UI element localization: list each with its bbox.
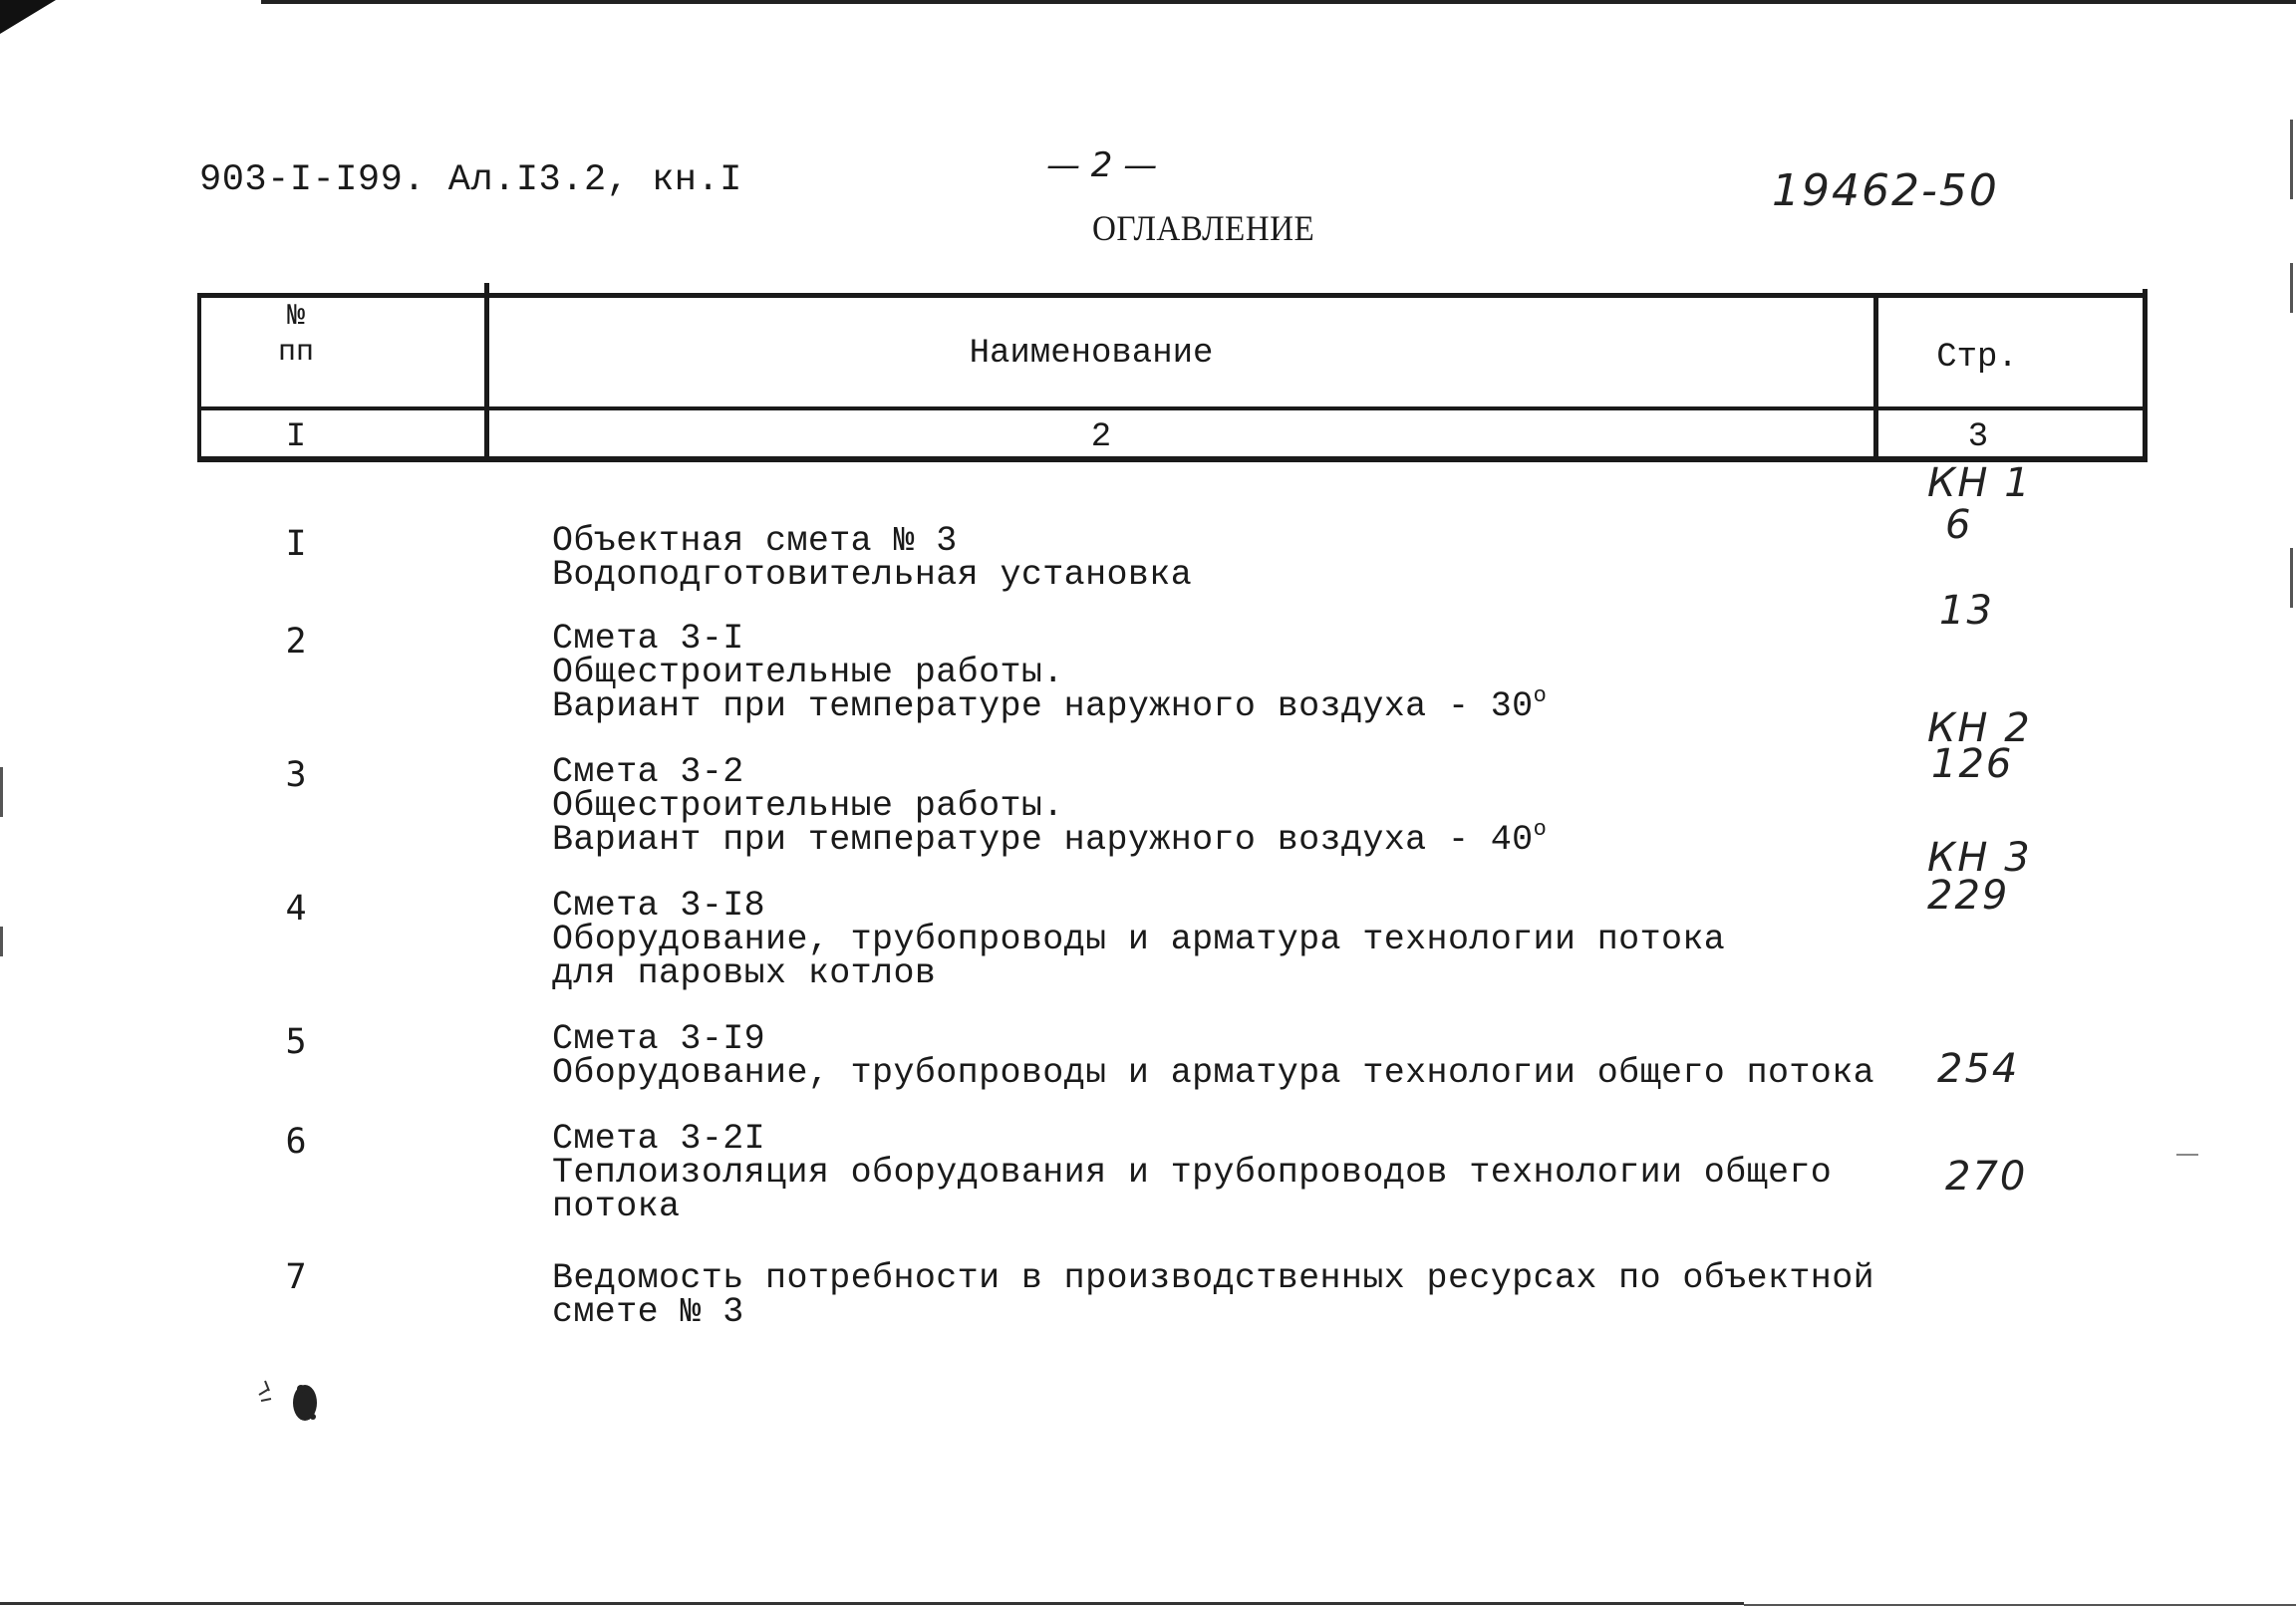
page-number: — 2 — xyxy=(1046,145,1158,185)
row-description xyxy=(552,619,1848,726)
handwritten-page-ref: 254 xyxy=(1937,1046,2020,1092)
row-number: 4 xyxy=(285,889,307,929)
row-number: 6 xyxy=(285,1122,307,1162)
row-line: Общестроительные работы. xyxy=(552,786,1064,826)
row-line: Водоподготовительная установка xyxy=(552,555,1193,595)
row-number: 5 xyxy=(285,1022,307,1062)
row-line: Общестроительные работы. xyxy=(552,653,1064,692)
row-title: Смета 3-2 xyxy=(552,752,744,792)
scan-bottom-edge-faint xyxy=(1744,1604,2296,1606)
row-title: Смета 3-I xyxy=(552,619,744,659)
scan-edge-tick xyxy=(2290,120,2293,199)
row-title: Ведомость потребности в производственных ресурсах по объектной xyxy=(552,1258,1875,1298)
row-description xyxy=(552,886,1848,993)
row-line: для паровых котлов xyxy=(552,953,937,993)
degree-sign: о xyxy=(1533,683,1548,708)
row-line: Оборудование, трубопроводы и арматура технологии потока xyxy=(552,920,1726,959)
handwritten-page-ref: 126 xyxy=(1931,741,2014,787)
row-number: 2 xyxy=(285,622,307,662)
archive-number: 19462-50 xyxy=(1772,165,1999,216)
handwritten-volume-mark: КН 2 xyxy=(1927,705,2032,751)
scan-corner-mark xyxy=(0,0,56,34)
table-column-divider xyxy=(1873,293,1878,462)
handwritten-page-ref: 6 xyxy=(1945,502,1973,548)
table-header-bottom-rule xyxy=(197,456,2147,462)
scan-edge-tick xyxy=(0,767,3,817)
scan-edge-tick xyxy=(0,927,3,956)
row-line: Теплоизоляция оборудования и трубопроводов технологии общего xyxy=(552,1153,1833,1193)
table-header-divider xyxy=(197,406,2147,410)
handwritten-page-ref: 13 xyxy=(1939,588,1994,634)
row-title: Смета 3-2I xyxy=(552,1119,766,1159)
temperature-text: Вариант при температуре наружного воздуха - 40 xyxy=(552,820,1534,860)
document-code: 903-I-I99. Ал.I3.2, кн.I xyxy=(199,159,742,201)
table-right-border xyxy=(2143,289,2148,462)
handwritten-page-ref: 270 xyxy=(1945,1154,2028,1200)
ink-smudge xyxy=(255,1373,335,1433)
table-left-border xyxy=(197,293,201,462)
row-description xyxy=(552,1258,1875,1332)
column-index-3: 3 xyxy=(1967,418,1989,456)
page-title: ОГЛАВЛЕНИЕ xyxy=(1092,208,1315,248)
row-line: потока xyxy=(552,1187,681,1226)
temperature-text: Вариант при температуре наружного воздуха - 30 xyxy=(552,686,1534,726)
row-description xyxy=(552,521,1848,595)
row-description xyxy=(552,752,1848,860)
handwritten-volume-mark: КН 1 xyxy=(1927,460,2032,506)
handwritten-page-ref: 229 xyxy=(1927,873,2010,919)
column-index-2: 2 xyxy=(1090,418,1112,456)
row-number: 3 xyxy=(285,755,307,795)
column-header-number-sign: № xyxy=(286,300,305,334)
row-line-with-temperature xyxy=(552,817,1848,860)
row-description xyxy=(552,1119,1848,1226)
column-header-page: Стр. xyxy=(1936,339,2018,377)
row-title: Смета 3-I9 xyxy=(552,1019,766,1059)
handwritten-volume-mark: КН 3 xyxy=(1927,835,2032,881)
scan-top-edge xyxy=(261,0,2296,4)
column-header-number xyxy=(261,299,331,371)
table-top-rule xyxy=(197,293,2147,298)
row-title: Объектная смета № 3 xyxy=(552,521,958,561)
row-line-with-temperature xyxy=(552,683,1848,726)
column-header-number-abbr: пп xyxy=(277,336,314,370)
scan-bottom-edge xyxy=(0,1602,1744,1605)
table-column-divider xyxy=(484,283,489,462)
row-line: Оборудование, трубопроводы и арматура технологии общего потока xyxy=(552,1053,1875,1093)
row-number: I xyxy=(285,524,307,564)
scan-edge-tick xyxy=(2290,263,2293,313)
row-description xyxy=(552,1019,1875,1093)
row-title: Смета 3-I8 xyxy=(552,886,766,926)
scan-edge-tick xyxy=(2290,548,2293,608)
column-header-name: Наименование xyxy=(969,335,1214,373)
row-line: смете № 3 xyxy=(552,1292,744,1332)
column-index-1: I xyxy=(285,418,307,456)
scan-speck xyxy=(2176,1154,2198,1156)
degree-sign: о xyxy=(1533,817,1548,842)
row-number: 7 xyxy=(285,1257,307,1297)
